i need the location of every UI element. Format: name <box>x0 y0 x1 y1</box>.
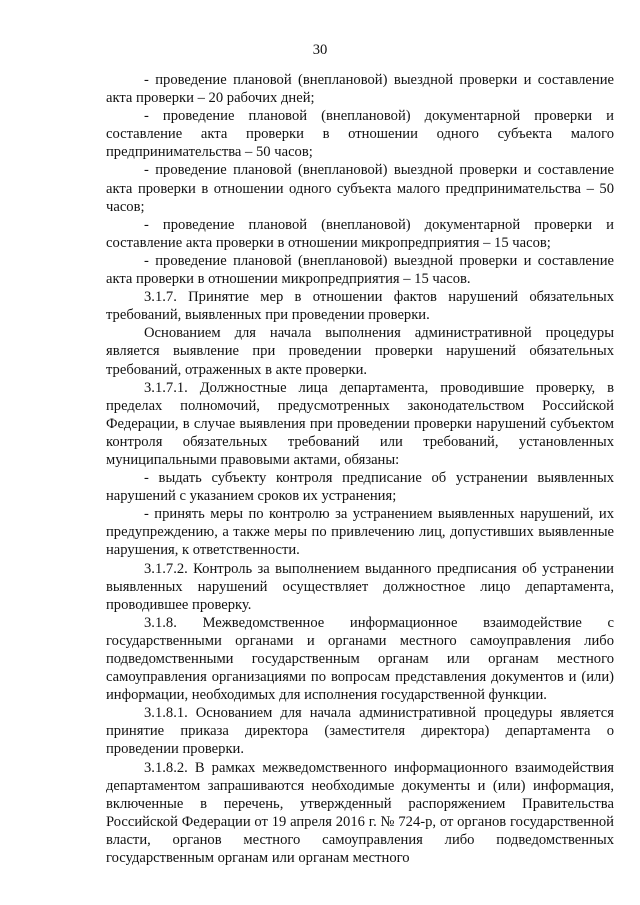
paragraph-3-1-8: 3.1.8. Межведомственное информационное взаимодействие с государственными органами и органами местного самоуправления либо подведомственными государственным органам или органам местного самоуправления организациями по вопросам представления документов и (или) информации, необходимых для исполнения государственной функции. <box>106 614 614 704</box>
paragraph-bullet-field-inspection-20-days: - проведение плановой (внеплановой) выездной проверки и составление акта проверки – 20 рабочих дней; <box>106 72 614 107</box>
paragraph-3-1-7: 3.1.7. Принятие мер в отношении фактов нарушений обязательных требований, выявленных при проведении проверки. <box>106 289 614 324</box>
paragraph-3-1-8-2: 3.1.8.2. В рамках межведомственного информационного взаимодействия департаментом запрашиваются необходимые документы и (или) информация, включенные в перечень, утвержденный распоряжением Правительства Российской Федерации от 19 апреля 2016 г. № 724-р, от органов государственной власти, органов местного самоуправления либо подведомственных государственным органам или органам местного <box>106 759 614 867</box>
page-number: 30 <box>312 42 328 58</box>
paragraph-bullet-documentary-small-business: - проведение плановой (внеплановой) документарной проверки и составление акта проверки в отношении одного субъекта малого предпринимательства – 50 часов; <box>106 108 614 161</box>
paragraph-bullet-take-measures: - принять меры по контролю за устранением выявленных нарушений, их предупреждению, а также меры по привлечению лиц, допустивших выявленные нарушения, к ответственности. <box>106 506 614 559</box>
paragraph-basis-procedure: Основанием для начала выполнения административной процедуры является выявление при проведении проверки нарушений обязательных требований, отраженных в акте проверки. <box>106 325 614 378</box>
paragraph-bullet-field-micro: - проведение плановой (внеплановой) выездной проверки и составление акта проверки в отношении микропредприятия – 15 часов. <box>106 252 614 288</box>
paragraph-3-1-8-1: 3.1.8.1. Основанием для начала административной процедуры является принятие приказа директора (заместителя директора) департамента о проведении проверки. <box>106 705 614 758</box>
paragraph-3-1-7-2: 3.1.7.2. Контроль за выполнением выданного предписания об устранении выявленных нарушений осуществляет должностное лицо департамента, проводившее проверку. <box>106 560 614 613</box>
document-body <box>106 71 614 867</box>
paragraph-bullet-documentary-micro: - проведение плановой (внеплановой) документарной проверки и составление акта проверки в отношении микропредприятия – 15 часов; <box>106 216 614 251</box>
paragraph-3-1-7-1: 3.1.7.1. Должностные лица департамента, проводившие проверку, в пределах полномочий, предусмотренных законодательством Российской Федерации, в случае выявления при проведении проверки нарушений субъектом контроля обязательных требований или требований, установленных муниципальными правовыми актами, обязаны: <box>106 379 614 468</box>
paragraph-bullet-field-small-business: - проведение плановой (внеплановой) выездной проверки и составление акта проверки в отношении одного субъекта малого предпринимательства – 50 часов; <box>106 162 614 215</box>
paragraph-bullet-issue-order: - выдать субъекту контроля предписание об устранении выявленных нарушений с указанием сроков их устранения; <box>106 470 614 505</box>
